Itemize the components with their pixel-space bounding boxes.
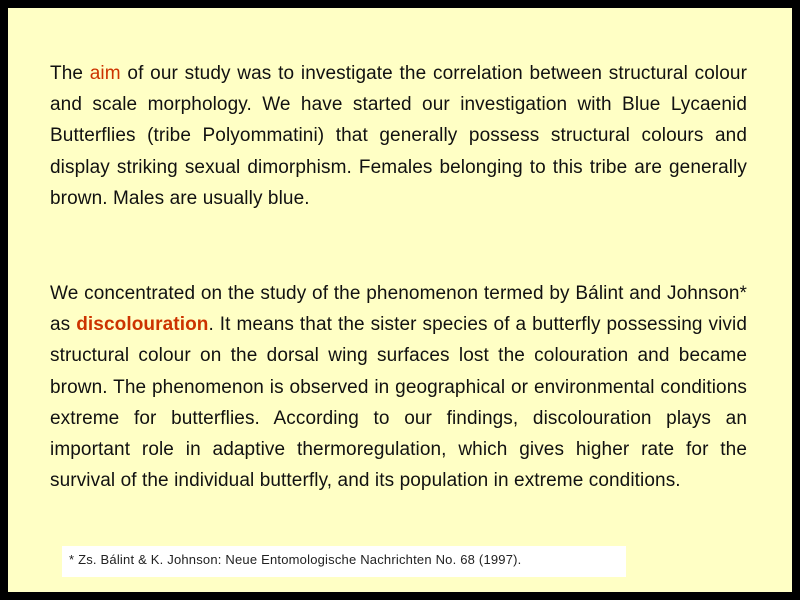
aim-keyword: aim bbox=[89, 63, 121, 84]
discolouration-paragraph bbox=[50, 278, 747, 496]
reference-footnote: * Zs. Bálint & K. Johnson: Neue Entomologische Nachrichten No. 68 (1997). bbox=[62, 546, 626, 577]
aim-paragraph-intro: The bbox=[50, 63, 90, 84]
slide-canvas bbox=[8, 8, 792, 592]
aim-paragraph bbox=[50, 58, 747, 214]
aim-paragraph-body: of our study was to investigate the correlation between structural colour and scale morphology. We have started our investigation with Blue Lycaenid Butterflies (tribe Polyommatini) that generally possess structural colours and display striking sexual dimorphism. Females belonging to this tribe are generally brown. Males are usually blue. bbox=[50, 63, 747, 209]
discolouration-paragraph-intro: We concentrated on the study of the phenomenon termed by Bálint and Johnson* as bbox=[50, 283, 747, 336]
discolouration-paragraph-body: . It means that the sister species of a butterfly possessing vivid structural colour on the dorsal wing surfaces lost the colouration and became brown. The phenomenon is observed in geographical or environmental conditions extreme for butterflies. According to our findings, discolouration plays an important role in adaptive thermoregulation, which gives higher rate for the survival of the individual butterfly, and its population in extreme conditions. bbox=[50, 314, 748, 492]
discolouration-keyword: discolouration bbox=[76, 314, 209, 336]
